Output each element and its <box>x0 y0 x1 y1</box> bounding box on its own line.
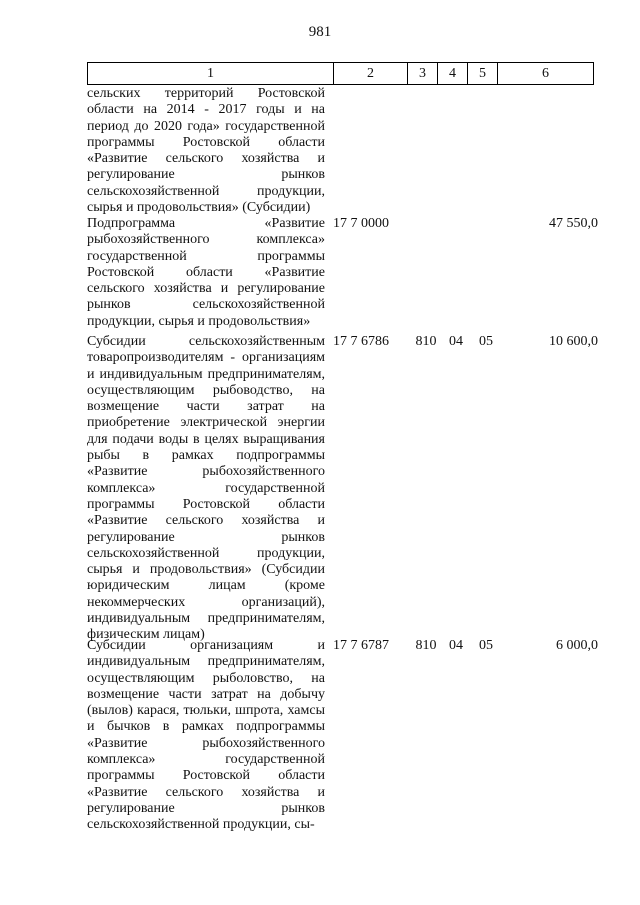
row-col3 <box>411 86 441 216</box>
row-col4: 04 <box>449 638 463 653</box>
row-description: Субсидии организациям и индивидуальным предпринимателям, осуществляющим рыболовство, на возмещение части затрат на добычу (вылов) карася, тюльки, шпрота, хамсы и бычков в рамках подпрограммы «Развитие рыбохозяйственного комплекса» государственной программы Ростовской области «Развитие сельского хозяйства и регулирование рынков сельскохозяйственной продукции, сы- <box>87 638 325 833</box>
row-col3: 810 <box>415 638 437 653</box>
header-cell: 1 <box>87 63 333 84</box>
row-amount: 6 000,0 <box>556 638 598 653</box>
row-code: 17 7 0000 <box>333 216 389 231</box>
row-col5 <box>471 86 501 216</box>
row-col5: 05 <box>479 334 493 349</box>
row-amount: 10 600,0 <box>549 334 598 349</box>
row-code: 17 7 6787 <box>333 638 389 653</box>
row-col4: 04 <box>449 334 463 349</box>
row-code: 17 7 6786 <box>333 334 389 349</box>
table-row <box>87 334 598 644</box>
table-row <box>87 216 598 330</box>
table-header <box>87 62 594 85</box>
row-code <box>329 86 411 216</box>
row-col5: 05 <box>479 638 493 653</box>
row-col3 <box>411 216 441 330</box>
row-description: Подпрограмма «Развитие рыбохозяйственного комплекса» государственной программы Ростовской области «Развитие сельского хозяйства и регулирование рынков сельскохозяйственной продукции, сырья и продовольствия» <box>87 216 325 329</box>
row-description: сельских территорий Ростовской области на 2014 - 2017 годы и на период до 2020 года» государственной программы Ростовской области «Развитие сельского хозяйства и регулирование рынков сельскохозяйственной продукции, сырья и продовольствия» (Субсидии) <box>87 86 325 216</box>
row-description: Субсидии сельскохозяйственным товаропроизводителям - организациям и индивидуальным предпринимателям, осуществляющим рыбоводство, на возмещение части затрат на приобретение электрической энергии для подачи воды в целях выращивания рыбы в рамках подпрограммы «Развитие рыбохозяйственного комплекса» государственной программы Ростовской области «Развитие сельского хозяйства и регулирование рынков сельскохозяйственной продукции, сырья и продовольствия» (Субсидии юридическим лицам (кроме некоммерческих организаций), индивидуальным предпринимателям, физическим лицам) <box>87 334 325 643</box>
row-amount: 47 550,0 <box>549 216 598 231</box>
row-col5 <box>471 216 501 330</box>
header-cell: 3 <box>407 63 437 84</box>
header-cell: 4 <box>437 63 467 84</box>
header-cell: 5 <box>467 63 497 84</box>
header-cell: 2 <box>333 63 407 84</box>
row-col4 <box>441 216 471 330</box>
table-row <box>87 86 598 216</box>
row-col4 <box>441 86 471 216</box>
table-row <box>87 638 598 834</box>
page-number: 981 <box>308 24 332 40</box>
header-cell: 6 <box>497 63 594 84</box>
row-amount <box>501 86 598 216</box>
row-col3: 810 <box>415 334 437 349</box>
